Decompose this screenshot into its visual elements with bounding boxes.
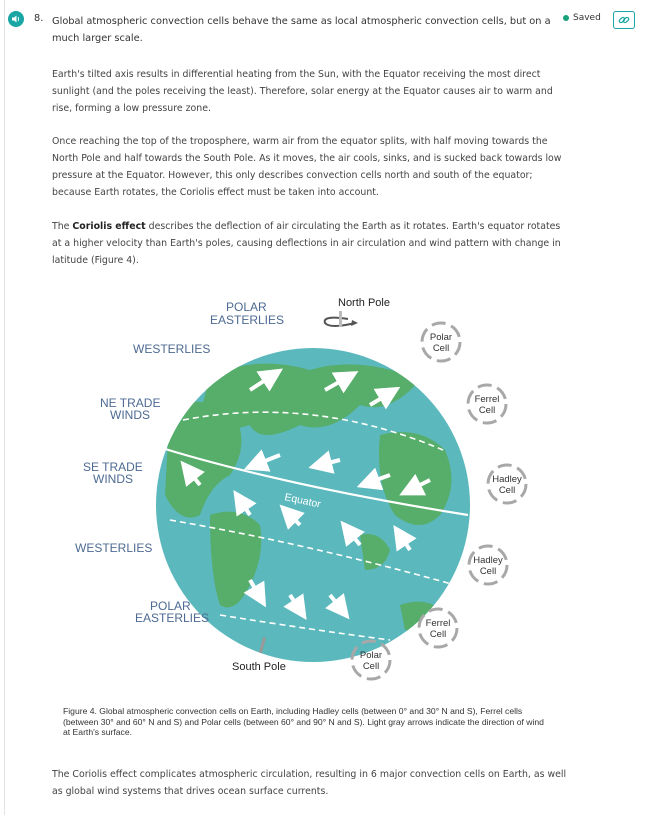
link-button[interactable]: [613, 11, 635, 29]
paragraph-4: The Coriolis effect complicates atmospheric circulation, resulting in 6 major convection cells on Earth, as well as global wind systems that drives ocean surface currents.: [52, 769, 567, 797]
convection-cell-polar-north: [422, 323, 460, 361]
polar-easterlies-bottom-line1: POLAR: [150, 599, 191, 613]
paragraph-2: Once reaching the top of the troposphere, warm air from the equator splits, with half moving towards the North Pole and half towards the South Pole. As it moves, the air cools, sinks, and is sucked back towards low pressure at the Equator. However, this only describes convection cells north and south of the equator; because Earth rotates, the Coriolis effect must be taken into account.: [52, 136, 562, 198]
cell-label-line2: Cell: [429, 629, 447, 640]
convection-cell-hadley-south: [469, 546, 507, 584]
rotation-arrow-icon: [325, 311, 358, 327]
westerlies-bottom-label: WESTERLIES: [75, 541, 153, 555]
cell-label-line1: Hadley: [492, 474, 522, 485]
westerlies-top-label: WESTERLIES: [133, 342, 211, 356]
question-text: Global atmospheric convection cells behave the same as local atmospheric convection cells, but on a much larger scale.: [52, 16, 551, 44]
link-icon: [618, 14, 630, 26]
cell-label-line2: Cell: [479, 566, 497, 577]
cell-label-line2: Cell: [478, 405, 496, 416]
polar-easterlies-top-line1: POLAR: [226, 300, 267, 314]
cell-label-line1: Polar: [429, 332, 453, 343]
south-pole-label: South Pole: [232, 661, 286, 673]
ne-trade-line1: NE TRADE: [100, 396, 161, 410]
cell-label-line1: Hadley: [473, 555, 503, 566]
saved-label: Saved: [573, 13, 601, 23]
cell-label-line2: Cell: [498, 485, 516, 496]
polar-easterlies-top-line2: EASTERLIES: [210, 313, 285, 327]
paragraph-3-prefix: The: [52, 221, 73, 232]
cell-label-line2: Cell: [432, 343, 450, 354]
equator-label: Equator: [283, 491, 322, 511]
paragraph-3-suffix: describes the deflection of air circulating the Earth as it rotates. Earth's equator rotates at a higher velocity than Earth's poles, causing deflections in air circulation and wind pattern with change in latitude (Figure 4).: [52, 221, 561, 266]
paragraph-1: Earth's tilted axis results in differential heating from the Sun, with the Equator receiving the most direct sunlight (and the poles receiving the least). Therefore, solar energy at the Equator causes air to warm and rise, forming a low pressure zone.: [52, 69, 553, 114]
paragraph-3: [52, 218, 567, 269]
coriolis-term: Coriolis effect: [72, 221, 146, 232]
north-pole-label: North Pole: [338, 297, 390, 309]
figure-caption: Figure 4. Global atmospheric convection cells on Earth, including Hadley cells (between 0° and 30° N and S), Ferrel cells (between 30° and 60° N and S) and Polar cells (between 60° and 90° N and S). Light gray arrows indicate the direction of wind at Earth's surface.: [63, 706, 544, 738]
se-trade-line2: WINDS: [93, 472, 133, 486]
se-trade-line1: SE TRADE: [83, 460, 143, 474]
polar-easterlies-bottom-line2: EASTERLIES: [135, 611, 210, 625]
cell-label-line2: Cell: [362, 661, 380, 672]
question-number: 8.: [34, 13, 44, 24]
convection-cells-figure: [60, 285, 580, 705]
convection-cell-hadley-north: [488, 465, 526, 503]
convection-cell-ferrel-north: [468, 385, 506, 423]
saved-status: [563, 13, 601, 23]
cell-label-line1: Ferrel: [425, 618, 451, 629]
ne-trade-line2: WINDS: [110, 408, 150, 422]
cell-label-line1: Ferrel: [474, 394, 500, 405]
saved-dot-icon: [563, 15, 569, 21]
speaker-icon[interactable]: [8, 11, 24, 27]
cell-label-line1: Polar: [359, 650, 383, 661]
